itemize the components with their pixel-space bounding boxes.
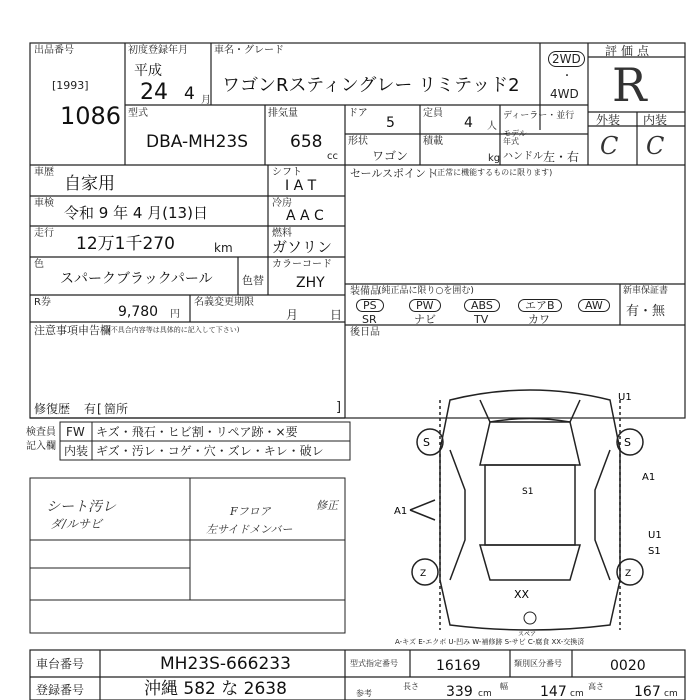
displacement-value: 658: [290, 132, 323, 152]
km-unit: km: [214, 241, 233, 255]
wheel-fl: [417, 429, 443, 455]
model-value: DBA-MH23S: [146, 132, 249, 152]
handle-label: ハンドル: [503, 151, 543, 162]
shape-label: 形状: [348, 136, 368, 147]
lot-label: 出品番号: [34, 45, 74, 56]
plate-value: 沖縄 582 な 2638: [144, 679, 287, 699]
type-no-label: 型式指定番号: [350, 659, 398, 668]
car-name: ワゴンRスティングレー リミテッド2: [222, 75, 520, 96]
top-frame: [30, 43, 685, 418]
dealer-label: ディーラー・並行: [503, 111, 575, 121]
color-change-label: 色替: [242, 274, 264, 287]
mark-s1-right: S1: [648, 546, 661, 557]
exterior-label: 外装: [596, 113, 621, 127]
usage-value: 自家用: [64, 174, 115, 194]
exterior-grade: C: [600, 132, 619, 160]
equip-leather: カワ: [528, 313, 550, 326]
mark-u1-right: U1: [648, 530, 662, 541]
equip-ps: PS: [356, 299, 384, 312]
door-label: ドア: [348, 108, 368, 119]
car-name-label: 車名・グレード: [214, 45, 284, 56]
arrow-left: [410, 500, 435, 520]
inspector-row1-head: FW: [66, 425, 85, 439]
notice-sub: (不具合内容等は具体的に記入して下さい): [108, 326, 240, 334]
recycle-label: R券: [34, 297, 51, 308]
handwritten-note-4: 左サイドメンバー: [206, 523, 293, 536]
equip-sr: SR: [362, 313, 377, 326]
equipment-title: 装備品: [350, 286, 380, 297]
length-unit: cm: [478, 689, 492, 699]
equip-pw: PW: [409, 299, 441, 312]
kg-unit: kg: [488, 153, 501, 164]
sales-subtitle: (正常に機能するものに限ります): [434, 168, 553, 177]
fuel-label: 燃料: [272, 228, 292, 239]
rear-window: [480, 545, 580, 580]
equip-navi: ナビ: [414, 313, 436, 326]
roof: [485, 465, 575, 545]
later-install-label: 後日品: [350, 327, 380, 338]
color-label: 色: [34, 259, 44, 270]
yen-unit: 円: [170, 309, 180, 320]
warranty-value: 有・無: [626, 304, 666, 319]
fuel-value: ガソリン: [272, 238, 333, 256]
model-year-label: モデル年式: [503, 129, 527, 146]
width-value: 147: [540, 684, 567, 700]
equip-abs: ABS: [464, 299, 500, 312]
repair-bracket: [: [97, 402, 102, 416]
equipment-subtitle: (純正品に限り○を囲む): [378, 286, 474, 296]
tax-month: 月: [286, 308, 299, 322]
capacity-label: 定員: [423, 108, 443, 119]
mark-s1-roof: S1: [522, 487, 534, 497]
color-value: スパークブラックパール: [60, 271, 213, 287]
height-value: 167: [634, 684, 661, 700]
inspection-label: 車検: [34, 198, 54, 209]
displacement-label: 排気量: [268, 108, 298, 119]
warranty-label: 新車保証書: [623, 286, 669, 296]
damage-legend: A-キズ E-エクボ U-凹み W-補修跡 S-サビ C-腐食 XX-交換済: [395, 638, 585, 646]
class-no-label: 類別区分番号: [514, 659, 562, 668]
length-label: 長さ: [403, 682, 419, 691]
tax-label: 名義変更期限: [194, 297, 254, 308]
repair-suffix: 箇所: [104, 402, 129, 416]
inspector-row1: キズ・飛石・ヒビ割・リペア跡・×要: [96, 425, 298, 439]
inspector-label-1: 検査員: [26, 427, 56, 438]
repair-label: 修復歴: [34, 402, 71, 416]
chassis-value: MH23S-666233: [160, 654, 291, 674]
interior-label: 内装: [643, 113, 668, 127]
model-label: 型式: [128, 108, 148, 119]
mark-u1-top: U1: [618, 392, 632, 403]
handle-value: 左・右: [543, 150, 580, 164]
first-reg-label: 初度登録年月: [128, 45, 188, 56]
inspection-value: 令和 9 年 4 月(13)日: [64, 204, 208, 222]
notice-label: 注意事項申告欄: [34, 324, 111, 337]
drive-4wd: 4WD: [550, 87, 579, 101]
equip-airbag: エアB: [518, 299, 562, 312]
shift-value: I A T: [285, 178, 317, 194]
lot-prefix: [1993]: [52, 79, 89, 92]
grade-label: 評価点: [605, 44, 654, 58]
mileage-label: 走行: [34, 228, 54, 239]
era: 平成: [134, 63, 162, 79]
person-unit: 人: [487, 121, 497, 132]
spare-label: スペア: [518, 631, 537, 638]
handwritten-note-2: ダ/ルサビ: [50, 517, 103, 531]
recycle-value: 9,780: [118, 304, 159, 320]
handwritten-note-5: 修正: [316, 499, 338, 512]
inspector-label-2: 記入欄: [26, 441, 56, 452]
aircon-label: 冷房: [272, 198, 292, 209]
mark-a1-left: A1: [394, 506, 408, 517]
shape-value: ワゴン: [372, 149, 409, 163]
class-no-value: 0020: [610, 658, 646, 674]
type-no-value: 16169: [436, 658, 481, 674]
mark-z-rl: Z: [420, 569, 427, 579]
width-label: 幅: [500, 682, 508, 691]
interior-grade: C: [646, 132, 665, 160]
length-value: 339: [446, 684, 473, 700]
car-diagram: [380, 380, 680, 638]
inspector-row2: ギズ・汚レ・コゲ・穴・ズレ・キレ・破レ: [96, 444, 324, 458]
mileage-value: 12万1千270: [76, 234, 175, 254]
height-label: 高さ: [588, 682, 604, 691]
shift-label: シフト: [272, 167, 302, 178]
width-unit: cm: [570, 689, 584, 699]
handwritten-note-3: Fフロア: [230, 505, 271, 518]
lot-number: 1086: [60, 102, 122, 130]
load-label: 積載: [423, 136, 443, 147]
color-code-value: ZHY: [296, 275, 325, 291]
repair-value: 有: [84, 402, 97, 416]
chassis-label: 車台番号: [36, 657, 85, 671]
mark-xx: XX: [514, 588, 530, 601]
windshield: [480, 419, 580, 466]
body-outline: [440, 390, 620, 630]
mark-z-rr: Z: [625, 569, 632, 579]
mark-s-fl: S: [423, 436, 430, 449]
mark-a1-right: A1: [642, 472, 656, 483]
reg-month: 4: [184, 84, 195, 104]
tax-day: 日: [330, 308, 343, 322]
equip-aw: AW: [578, 299, 610, 312]
inspector-row2-head: 内装: [64, 444, 89, 458]
grade-value: R: [612, 58, 647, 112]
capacity-value: 4: [464, 115, 473, 131]
plate-label: 登録番号: [36, 683, 85, 697]
handwritten-note-1: シート汚レ: [46, 499, 116, 515]
aircon-value: A A C: [286, 208, 324, 224]
left-doors: [450, 450, 465, 580]
month-unit: 月: [201, 95, 211, 106]
color-code-label: カラーコード: [272, 259, 332, 270]
dims-label: 参考: [356, 689, 372, 698]
height-unit: cm: [664, 689, 678, 699]
usage-label: 車歴: [34, 167, 54, 178]
auction-sheet: 出品番号 [1993] 1086 初度登録年月 平成 24 4 月 車名・グレード ワゴンRスティングレー リミテッド2 2WD ・ 4WD 評価点 R 型式 DBA-MH23S 排気量 658 cc ドア 5 定員 4 人 ディーラー・並行 モデル年式 形状 ワゴン 積載 kg ハンドル 左・右 外装 内装 C C 車歴 自家用 シフト I A T 車検 令和 9 年 4 月(13)日 冷房 A A C 走行 12万1千270 km 燃料 ガソリン 色 スパークブラックパール 色替 カラーコード ZHY R券 9,780 円 名義変更期限 月 日 注意事項申告欄 (不具合内容等は具体的に記入して下さい) 修復歴 有 [ 箇所 ] セールスポイント (正常に機能するものに限ります) 装備品 (純正品に限り○を囲む) 新車保証書 有・無 PS SR PW ナビ ABS TV エアB カワ AW 後日品 S S S1 U1 A1 A1 U1 S1 XX Z Z スペア 検査員 記入欄 FW キズ・飛石・ヒビ割・リペア跡・×要 内装 ギズ・汚レ・コゲ・穴・ズレ・キレ・破レ シート汚レ ダ/ルサビ Fフロア 左サイドメンバー 修正 A-キズ E-エクボ U-凹み W-補修跡 S-サビ C-腐食 XX-交換済 車台番号 MH23S-666233 登録番号 沖縄 582 な 2638 型式指定番号 16169 類別区分番号 0020 参考 長さ 339 cm 幅 147 cm 高さ 167 cm: [0, 0, 700, 700]
equip-tv: TV: [474, 313, 489, 326]
drive-2wd: 2WD: [548, 51, 585, 67]
door-value: 5: [386, 115, 395, 131]
sales-title: セールスポイント: [350, 167, 438, 180]
reg-year: 24: [140, 80, 168, 105]
cc-unit: cc: [327, 151, 338, 162]
mark-s-fr: S: [624, 436, 631, 449]
